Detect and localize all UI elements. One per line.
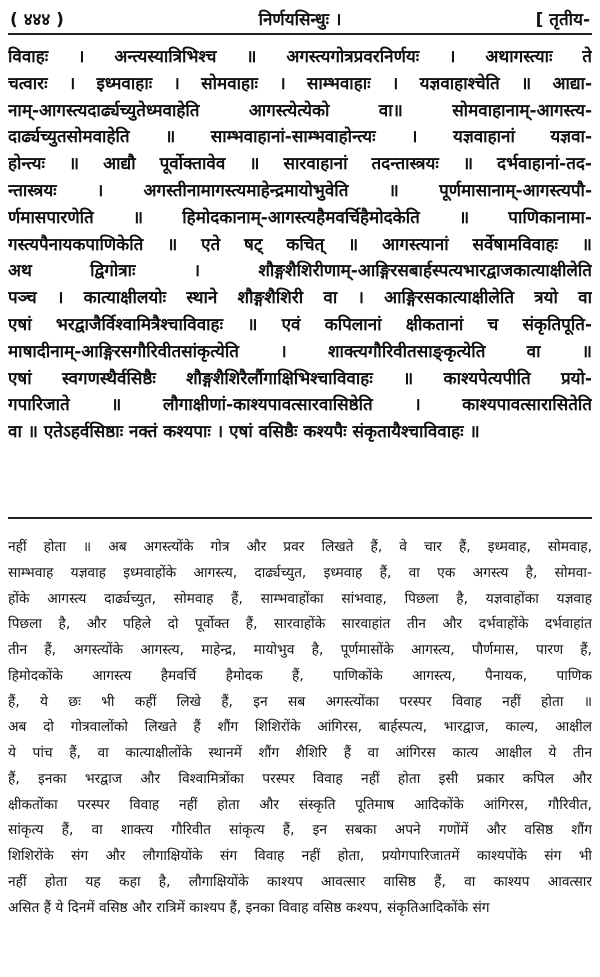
hindi-commentary-block xyxy=(8,535,592,921)
sanskrit-line: नाम्-आगस्त्यदार्ढ्यच्युतेध्मवाहेति आगस्त्येत्येको वा॥ सोमवाहानाम्-आगस्त्य- xyxy=(8,100,592,121)
hindi-line: क्षीकतोंका परस्पर विवाह नहीं होता और संस्कृति पूतिमाष आदिकोंके आंगिरस, गौरिवीत, xyxy=(8,796,592,813)
sanskrit-line: अथ द्विगोत्राः । शौङ्गशैशिरीणाम्-आङ्गिरसबार्हस्पत्यभारद्वाजकात्याक्षीलेति xyxy=(8,261,592,282)
hindi-line: पिछला है, और पहिले दो पूर्वोक्त हैं, सारवाहोंके सारवाहांत तीन और दर्भवाहोंके दर्भवाहांत xyxy=(8,616,592,633)
sanskrit-line: र्णमासपारणेति ॥ हिमोदकानाम्-आगस्त्यहैमवर्चिहैमोदकेति ॥ पाणिकानामा- xyxy=(8,207,592,228)
hindi-line: नहीं होता यह कहा है, लौगाक्षियोंके काश्यप आवत्सार वासिष्ठ हैं, वा काश्यप आवत्सार xyxy=(8,873,592,890)
sanskrit-line: विवाहः । अन्त्यस्यात्रिभिश्च ॥ अगस्त्यगोत्रप्रवरनिर्णयः । अथागस्त्याः ते xyxy=(8,47,592,67)
book-title: निर्णयसिन्धुः । xyxy=(258,9,342,30)
sanskrit-line: एषां स्वगणस्थैर्वसिष्ठैः शौङ्गशैशिरैर्लौगाक्षिभिश्चाविवाहः ॥ काश्यपेत्यपीति प्रयो- xyxy=(8,368,592,389)
sanskrit-line: होन्त्यः ॥ आद्यौ पूर्वोक्तावेव ॥ सारवाहानां तदन्तास्त्रयः ॥ दर्भवाहानां-तद- xyxy=(8,154,592,175)
page-number: ( ४४४ ) xyxy=(10,9,64,30)
hindi-line: हिमोदकोंके आगस्त्य हैमवर्चि हैमोदक हैं, पाणिकोंके आगस्त्य, पैनायक, पाणिक xyxy=(8,667,592,684)
hindi-line: साम्भवाह यज्ञवाह इध्मवाहोंके आगस्त्य, दार्ढ्यच्युत, इध्मवाह हैं, वा एक अगस्त्य है, सोमवा- xyxy=(8,564,592,581)
sanskrit-line: चत्वारः । इध्मवाहाः । सोमवाहाः । साम्भवाहाः । यज्ञवाहाश्चेति ॥ आद्या- xyxy=(8,73,592,94)
sanskrit-text-block xyxy=(8,44,592,446)
sanskrit-line: गपारिजाते ॥ लौगाक्षीणां-काश्यपावत्सारवासिष्ठेति । काश्यपावत्सारासितेति xyxy=(8,395,592,416)
sanskrit-line: वा ॥ एतेऽहर्वसिष्ठाः नक्तं कश्यपाः । एषां वसिष्ठैः कश्यपैः संकृतायैश्चाविवाहः ॥ xyxy=(8,422,480,443)
sanskrit-line: एषां भरद्वाजैर्विश्वामित्रैश्चाविवाहः ॥ एवं कपिलानां क्षीकतानां च संकृतिपूति- xyxy=(8,314,592,335)
header-rule xyxy=(8,33,592,35)
hindi-line: शिशिरोंके संग और लौगाक्षियोंके संग विवाह नहीं होता, प्रयोगपारिजातमें काश्यपोंके संग भी xyxy=(8,848,592,864)
sanskrit-line: न्तास्त्रयः । अगस्तीनामागस्त्यमाहेन्द्रमायोभुवेति ॥ पूर्णमासानाम्-आगस्त्यपौ- xyxy=(8,180,592,201)
sanskrit-line: दार्ढ्यच्युतसोमवाहेति ॥ साम्भवाहानां-साम्भवाहोन्त्यः । यज्ञवाहानां यज्ञवा- xyxy=(8,127,592,148)
page-header xyxy=(10,4,590,32)
sanskrit-line: गस्त्यपैनायकपाणिकेति ॥ एते षट् कचित् ॥ आगस्त्यानां सर्वेषामविवाहः ॥ xyxy=(8,234,592,255)
hindi-line: हैं, ये छः भी कहीं लिखे हैं, इन सब अगस्त्योंका परस्पर विवाह नहीं होता ॥ xyxy=(8,693,592,710)
sanskrit-line: माषादीनाम्-आङ्गिरसगौरिवीतसांकृत्येति । शाक्त्यगौरिवीतसाङ्कृत्येति वा ॥ xyxy=(8,341,592,362)
hindi-line: नहीं होता ॥ अब अगस्त्योंके गोत्र और प्रवर लिखते हैं, वे चार हैं, इध्मवाह, सोमवाह, xyxy=(8,539,592,555)
hindi-line: ये पांच हैं, वा कात्याक्षीलोंके स्थानमें शौंग शैशिरि हैं वा आंगिरस कात्य आक्षील ये तीन xyxy=(8,745,592,761)
hindi-line: हैं, इनका भरद्वाज और विश्वामित्रोंका परस्पर विवाह नहीं होता इसी प्रकार कपिल और xyxy=(8,770,592,787)
hindi-line: होंके आगस्त्य दार्ढ्यच्युत, सोमवाह हैं, साम्भवाहोंका सांभवाह, पिछला है, यज्ञवाहोंका यज्ञवाह xyxy=(8,590,592,607)
section-divider xyxy=(8,517,592,519)
hindi-line: सांकृत्य हैं, वा शाक्त्य गौरिवीत सांकृत्य हैं, इन सबका अपने गणोंमें और वसिष्ठ शौंग xyxy=(8,822,592,839)
sanskrit-line: पञ्च । कात्याक्षीलयोः स्थाने शौङ्गशैशिरी वा । आङ्गिरसकात्याक्षीलेति त्रयो वा xyxy=(8,288,592,309)
section-label: [ तृतीय- xyxy=(535,9,590,30)
hindi-line: तीन हैं, अगस्त्योंके आगस्त्य, माहेन्द्र, मायोभुव है, पूर्णमासोंके आगस्त्य, पौर्णमास, पारण हैं, xyxy=(8,642,592,658)
hindi-line: असित हैं ये दिनमें वसिष्ठ और रात्रिमें काश्यप हैं, इनका विवाह वसिष्ठ कश्यप, संकृतिआदिकोंके संग xyxy=(8,899,490,916)
hindi-line: अब दो गोत्रवालोंको लिखते हैं शौंग शिशिरोंके आंगिरस, बार्हस्पत्य, भारद्वाज, काल्य, आक्षील xyxy=(8,719,592,736)
